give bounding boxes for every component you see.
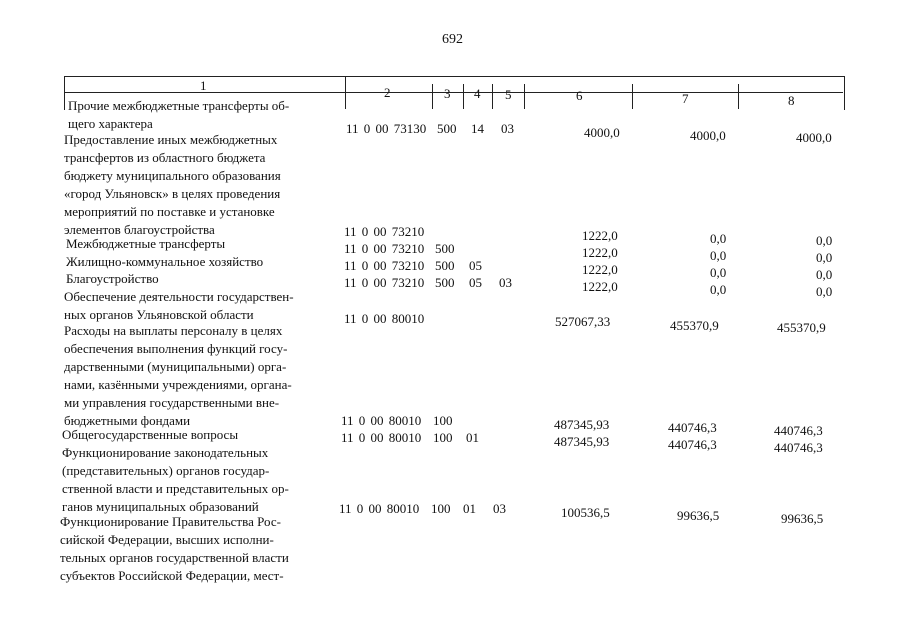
value-col7: 99636,5 xyxy=(677,508,720,523)
row-description xyxy=(66,270,334,288)
subsection: 03 xyxy=(499,275,512,290)
header-col-4: 4 xyxy=(474,86,481,101)
row-description xyxy=(64,322,336,430)
expense-type: 500 xyxy=(435,275,455,290)
row-description xyxy=(68,97,336,133)
expense-type: 100 xyxy=(433,413,453,428)
desc-line: ми управления государственными вне- xyxy=(64,395,280,410)
expense-type: 500 xyxy=(437,121,457,136)
value-col7: 0,0 xyxy=(710,248,727,263)
desc-line: Благоустройство xyxy=(66,271,159,286)
value-col8: 99636,5 xyxy=(781,511,824,526)
desc-line: элементов благоустройства xyxy=(64,222,215,237)
row-description xyxy=(62,426,334,444)
header-col-divider xyxy=(524,84,525,109)
value-col6: 4000,0 xyxy=(584,125,620,140)
header-col-8: 8 xyxy=(788,93,795,108)
desc-line: Обеспечение деятельности государствен- xyxy=(64,289,294,304)
desc-line: бюджету муниципального образования xyxy=(64,168,281,183)
value-col8: 440746,3 xyxy=(774,440,823,455)
row-description xyxy=(66,253,334,271)
expense-type: 100 xyxy=(431,501,451,516)
desc-line: (представительных) органов государ- xyxy=(62,463,270,478)
value-col6: 527067,33 xyxy=(555,314,611,329)
expense-type: 100 xyxy=(433,430,453,445)
value-col7: 440746,3 xyxy=(668,420,717,435)
section: 05 xyxy=(469,258,482,273)
desc-line: ных органов Ульяновской области xyxy=(64,307,254,322)
desc-line: Функционирование Правительства Рос- xyxy=(60,514,281,529)
desc-line: Прочие межбюджетные трансферты об- xyxy=(68,98,290,113)
desc-line: щего характера xyxy=(68,116,153,131)
target-code: 11 0 00 73210 xyxy=(344,241,425,256)
desc-line: Межбюджетные трансферты xyxy=(66,236,226,251)
section: 14 xyxy=(471,121,484,136)
expense-type: 500 xyxy=(435,258,455,273)
desc-line: Жилищно-коммунальное хозяйство xyxy=(66,254,264,269)
value-col6: 1222,0 xyxy=(582,279,618,294)
value-col8: 0,0 xyxy=(816,250,833,265)
header-col-1: 1 xyxy=(200,78,207,93)
value-col7: 0,0 xyxy=(710,282,727,297)
value-col6: 1222,0 xyxy=(582,228,618,243)
expense-type: 500 xyxy=(435,241,455,256)
page-number: 692 xyxy=(442,32,463,47)
row-description xyxy=(60,513,332,585)
desc-line: тельных органов государственной власти xyxy=(60,550,289,565)
header-col-2: 2 xyxy=(384,85,391,100)
header-col-divider xyxy=(738,84,739,109)
value-col6: 1222,0 xyxy=(582,245,618,260)
row-description xyxy=(66,235,334,253)
value-col8: 0,0 xyxy=(816,233,833,248)
header-divider xyxy=(64,92,843,93)
value-col8: 0,0 xyxy=(816,284,833,299)
value-col6: 1222,0 xyxy=(582,262,618,277)
value-col8: 455370,9 xyxy=(777,320,826,335)
value-col7: 4000,0 xyxy=(690,128,726,143)
subsection: 03 xyxy=(501,121,514,136)
target-code: 11 0 00 73210 xyxy=(344,275,425,290)
header-col-divider xyxy=(492,84,493,109)
target-code: 11 0 00 80010 xyxy=(344,311,425,326)
value-col6: 487345,93 xyxy=(554,417,610,432)
header-col-divider xyxy=(463,84,464,109)
desc-line: Предоставление иных межбюджетных xyxy=(64,132,278,147)
desc-line: дарственными (муниципальными) орга- xyxy=(64,359,287,374)
section: 01 xyxy=(466,430,479,445)
header-col-divider xyxy=(345,76,346,109)
target-code: 11 0 00 73210 xyxy=(344,224,425,239)
desc-line: субъектов Российской Федерации, мест- xyxy=(60,568,284,583)
header-col-7: 7 xyxy=(682,91,689,106)
value-col6: 487345,93 xyxy=(554,434,610,449)
section: 01 xyxy=(463,501,476,516)
header-col-5: 5 xyxy=(505,87,512,102)
desc-line: сийской Федерации, высших исполни- xyxy=(60,532,274,547)
header-col-divider xyxy=(432,84,433,109)
row-description xyxy=(62,444,334,516)
desc-line: мероприятий по поставке и установке xyxy=(64,204,275,219)
target-code: 11 0 00 80010 xyxy=(341,430,422,445)
target-code: 11 0 00 80010 xyxy=(341,413,422,428)
value-col7: 0,0 xyxy=(710,231,727,246)
section: 05 xyxy=(469,275,482,290)
header-col-6: 6 xyxy=(576,88,583,103)
desc-line: Функционирование законодательных xyxy=(62,445,269,460)
header-col-3: 3 xyxy=(444,86,451,101)
desc-line: нами, казёнными учреждениями, органа- xyxy=(64,377,292,392)
subsection: 03 xyxy=(493,501,506,516)
value-col7: 440746,3 xyxy=(668,437,717,452)
target-code: 11 0 00 80010 xyxy=(339,501,420,516)
desc-line: «город Ульяновск» в целях проведения xyxy=(64,186,281,201)
value-col7: 0,0 xyxy=(710,265,727,280)
row-description xyxy=(64,288,336,324)
value-col8: 4000,0 xyxy=(796,130,832,145)
desc-line: трансфертов из областного бюджета xyxy=(64,150,266,165)
desc-line: Общегосударственные вопросы xyxy=(62,427,239,442)
desc-line: Расходы на выплаты персоналу в целях xyxy=(64,323,283,338)
desc-line: ганов муниципальных образований xyxy=(62,499,259,514)
value-col6: 100536,5 xyxy=(561,505,610,520)
desc-line: ственной власти и представительных ор- xyxy=(62,481,289,496)
desc-line: бюджетными фондами xyxy=(64,413,191,428)
value-col8: 440746,3 xyxy=(774,423,823,438)
target-code: 11 0 00 73130 xyxy=(346,121,427,136)
desc-line: обеспечения выполнения функций госу- xyxy=(64,341,288,356)
value-col7: 455370,9 xyxy=(670,318,719,333)
target-code: 11 0 00 73210 xyxy=(344,258,425,273)
value-col8: 0,0 xyxy=(816,267,833,282)
row-description xyxy=(64,131,336,239)
header-col-divider xyxy=(632,84,633,109)
